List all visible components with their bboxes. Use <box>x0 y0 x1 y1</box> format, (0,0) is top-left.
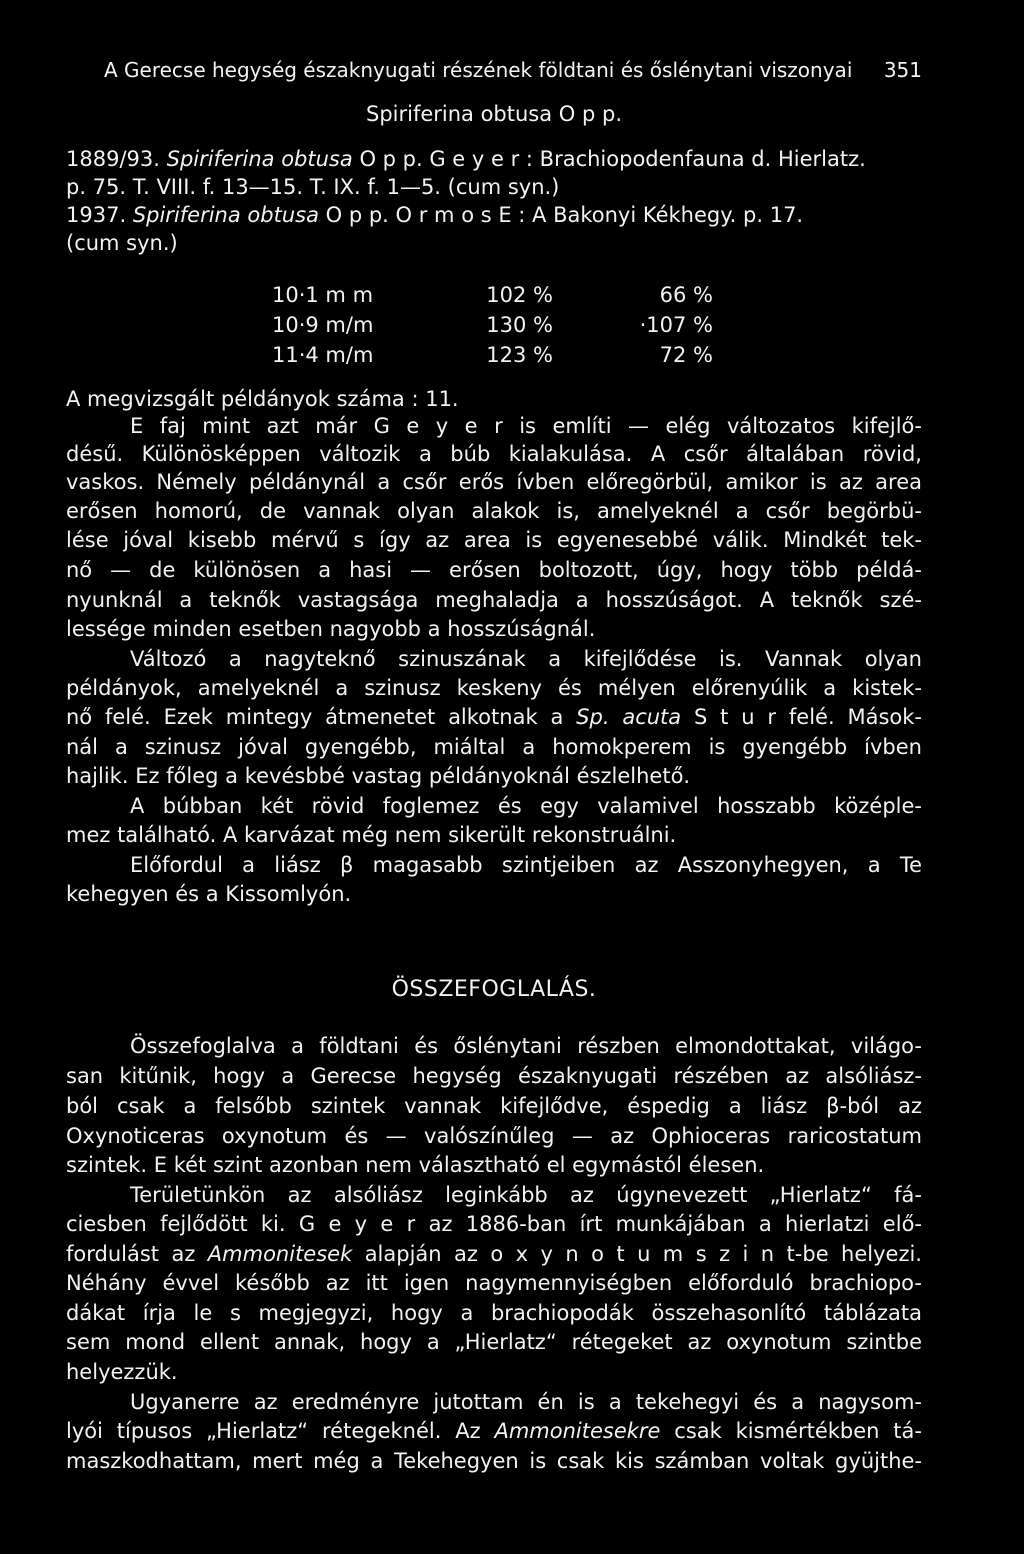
taxon-name: Sp. acuta <box>576 705 682 729</box>
spaced-term: o x y n o t u m s z i n t <box>490 1242 795 1266</box>
taxon-name: Spiriferina obtusa <box>132 203 319 227</box>
author-name: S t u r <box>694 705 777 729</box>
running-title: A Gerecse hegység északnyugati részének földtani és őslénytani viszonyai <box>104 58 853 82</box>
ratio-cell: 66 % <box>659 283 713 307</box>
author-name: G e y e r <box>298 1212 416 1236</box>
document-page: A Gerecse hegység északnyugati részének földtani és őslénytani viszonyai 351 Spiriferina obtusa O p p. 1889/93. Spiriferina obtusa O p p. G e y e r : Brachiopodenfauna d. Hierlatz. p. 75. T. VIII. f. 13—15. T. IX. f. 1—5. (cum syn.) 1937. Spiriferina obtusa O p p. O r m o s E : A Bakonyi Kékhegy. p. 17. (cum syn.) 10·1 m m 102 % 66 % 10·9 m/m 130 % ·107 % 11·4 m/m 123 % 72 % A megvizsgált példányok száma : 11. E faj mint azt már G e y e r is említi — elég változatos kifejlő- désű. Különösképpen változik a búb kialakulása. A csőr általában rövid, vaskos. Némely példánynál a csőr erős ívben előregörbül, amikor is az area erősen homorú, de vannak olyan alakok is, amelyeknél a csőr begörbü- lése jóval kisebb mérvű s így az area is egyenesebbé válik. Mindkét tek- nő — de különösen a hasi — erősen boltozott, úgy, hogy több példá- nyunknál a teknők vastagsága meghaladja a hosszúságot. A teknők szé- lessége minden esetben nagyobb a hosszúságnál. Változó a nagyteknő szinuszának a kifejlődése is. Vannak olyan példányok, amelyeknél a szinusz keskeny és mélyen előrenyúlik a kistek- nő felé. Ezek mintegy átmenetet alkotnak a Sp. acuta S t u r felé. Mások- nál a szinusz jóval gyengébb, miáltal a homokperem is gyengébb ívben hajlik. Ez főleg a kevésbbé vastag példányoknál észlelhető. A búbban két rövid foglemez és egy valamivel hosszabb középle- mez található. A karvázat még nem sikerült rekonstruálni. Előfordul a liász β magasabb szintjeiben az Asszonyhegyen, a Te kehegyen és a Kissomlyón. ÖSSZEFOGLALÁS. Összefoglalva a földtani és őslénytani részben elmondottakat, világo- san kitűnik, hogy a Gerecse hegység északnyugati részében az alsóliász- ból csak a felsőbb szintek vannak kifejlődve, éspedig a liász β-ból az Oxynoticeras oxynotum és — valószínűleg — az Ophioceras raricostatum szintek. E két szint azonban nem választható el egymástól élesen. Területünkön az alsóliász leginkább az úgynevezett „Hierlatz“ fá- ciesben fejlődött ki. G e y e r az 1886-ban írt munkájában a hierlatzi elő- fordulást az Ammonitesek alapján az o x y n o t u m s z i n t-be helyezi. Néhány évvel később az itt igen nagymennyiségben előforduló brachiopo- dákat írja le s megjegyzi, hogy a brachiopodák összehasonlító táblázata sem mond ellent annak, hogy a „Hierlatz“ rétegeket az oxynotum szintbe helyezzük. Ugyanerre az eredményre jutottam én is a tekehegyi és a nagysom- lyói típusos „Hierlatz“ rétegeknél. Az Ammonitesekre csak kismértékben tá- maszkodhattam, mert még a Tekehegyen is csak kis számban voltak gyüjthe- <box>66 58 922 1473</box>
author-name: G e y e r <box>373 414 503 438</box>
page-number: 351 <box>883 58 922 82</box>
reference-1: 1889/93. Spiriferina obtusa O p p. G e y e r : Brachiopodenfauna d. Hierlatz. <box>66 147 866 171</box>
specimen-count: A megvizsgált példányok száma : 11. <box>66 387 459 411</box>
taxon-name: Ammonitesekre <box>494 1419 661 1443</box>
taxon-name: Ammonitesek <box>207 1242 353 1266</box>
author-name: O r m o s E : <box>395 203 526 227</box>
ratio-cell: ·107 % <box>639 313 713 337</box>
species-heading: Spiriferina obtusa O p p. <box>365 102 623 126</box>
ratio-cell: 123 % <box>486 343 553 367</box>
reference-2: 1937. Spiriferina obtusa O p p. O r m o s E : A Bakonyi Kékhegy. p. 17. <box>66 203 804 227</box>
ratio-cell: 72 % <box>659 343 713 367</box>
size-cell: 10·9 m/m <box>272 313 374 337</box>
reference-1-cont: p. 75. T. VIII. f. 13—15. T. IX. f. 1—5. (cum syn.) <box>66 175 560 199</box>
size-cell: 10·1 m m <box>272 283 374 307</box>
size-cell: 11·4 m/m <box>272 343 374 367</box>
ratio-cell: 102 % <box>486 283 553 307</box>
taxon-name: Spiriferina obtusa <box>166 147 353 171</box>
section-heading: ÖSSZEFOGLALÁS. <box>391 977 597 1002</box>
author-name: G e y e r : <box>429 147 533 171</box>
ratio-cell: 130 % <box>486 313 553 337</box>
reference-2-cont: (cum syn.) <box>66 231 178 255</box>
